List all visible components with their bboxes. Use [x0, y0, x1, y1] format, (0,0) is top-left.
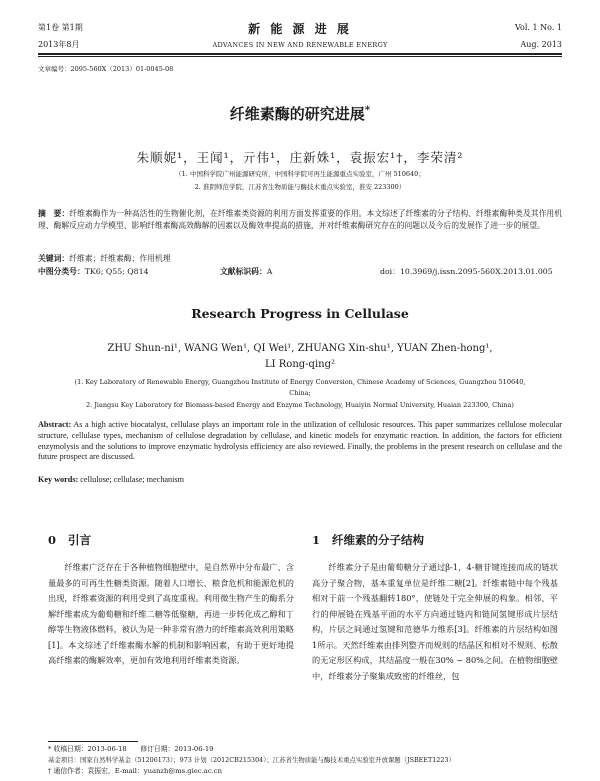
en-abstract: Abstract: As a high active biocatalyst, cellulase plays an important role in the utilization of cellulosic resources. This paper summarizes cellulose molecular structure, cellulase types, mechanism of cellulose degradation by cellulase, and kinetic models for enzymatic reaction. In addition, the factors for efficient enzymolysis and the solutions to improve enzymatic hydrolysis efficiency are also reviewed. Finally, the problems in the present research on cellulase and the future prospect are discussed.: [38, 420, 562, 462]
header-date-en: Aug. 2013: [520, 40, 562, 49]
en-affiliation-1: (1. Key Laboratory of Renewable Energy, Guangzhou Institute of Energy Conversion, Chinese Academy of Sciences, Guangzhou 510640,: [74, 378, 526, 386]
footnote-fund: 基金项目：国家自然科学基金（51206173）；973 计划（2012CB215304）；江苏省生物质能与酶技术重点实验室开放课题（JSBEET1223）: [48, 756, 455, 764]
cn-keywords: 关键词：纤维素；纤维素酶；作用机理: [38, 254, 171, 263]
en-title: Research Progress in Cellulase: [191, 306, 409, 321]
cn-title: 纤维素酶的研究进展*: [229, 104, 371, 123]
en-keywords: Key words: cellulose; cellulase; mechanism: [38, 475, 184, 484]
footnote-corresponding: † 通信作者：袁振宏，E-mail：yuanzh@ms.giec.ac.cn: [48, 767, 222, 775]
journal-title-en: ADVANCES IN NEW AND RENEWABLE ENERGY: [212, 41, 388, 49]
header-rule-thin: [38, 56, 562, 57]
section-1-text: 纤维素分子是由葡萄糖分子通过β-1，4-糖苷键连接而成的链状高分子聚合物，基本重复单位是纤维二糖[2]。纤维素链中每个残基相对于前一个残基翻转180°，使链处于完全伸展的构象。相邻、平行的伸展链在残基平面的水平方向通过链内和链间氢键形成片层结构，片层之间通过氢键和范德华力维系[3]。纤维素的片层结构如图1所示。天然纤维素由排列整齐而规则的结晶区和相对不规则、松散的无定形区构成，其结晶度一般在30% ~ 80%之间。在植物细胞壁中，纤维素分子聚集成致密的纤维丝，包: [312, 562, 558, 681]
header-volume-en: Vol. 1 No. 1: [515, 23, 562, 32]
cn-abstract: 摘 要：纤维素酶作为一种高活性的生物催化剂，在纤维素类资源的利用方面发挥重要的作用。本文综述了纤维素的分子结构、纤维素酶种类及其作用机理、酶解反应动力学模型、影响纤维素酶高效酶解的因素以及酶效率提高的措施，并对纤维素酶研究存在的问题以及今后的发展作了进一步的展望。: [38, 209, 563, 230]
header-rule: [38, 53, 562, 55]
en-authors-line1: ZHU Shun-ni¹, WANG Wen¹, QI Wei¹, ZHUANG Xin-shu¹, YUAN Zhen-hong¹,: [107, 343, 493, 354]
article-number: 文章编号：2095-560X（2013）01-0045-08: [38, 65, 174, 73]
section-0-text: 纤维素广泛存在于各种植物细胞壁中，是自然界中分布最广、含量最多的可再生性糖类资源。随着人口增长、粮食危机和能源危机的出现，纤维素资源的利用受到了高度重视。利用微生物产生的酶系分解纤维素成为葡萄糖和纤维二糖等低聚糖，再进一步转化成乙醇和丁醇等生物液体燃料，被认为是一种非常有潜力的纤维素高效利用策略[1]。本文综述了纤维素酶水解的机制和影响因素，有助于更好地提高纤维素的酶解效率，更加有效地利用纤维素类资源。: [48, 562, 294, 665]
footnote-rule: [48, 741, 138, 742]
en-affiliation-2: 2. Jiangsu Key Laboratory for Biomass-based Energy and Enzyme Technology, Huaiyin Normal University, Huaian 223300, China): [86, 401, 514, 409]
cn-doc-code: 文献标识码：A: [220, 267, 273, 276]
section-1-heading: 1 纤维素的分子结构: [312, 533, 425, 547]
cn-authors: 朱顺妮¹，王闻¹，亓伟¹，庄新姝¹，袁振宏¹†，李荣清²: [136, 150, 464, 165]
header-volume-cn: 第1卷 第1期: [38, 23, 83, 32]
header-date-cn: 2013年8月: [38, 40, 80, 49]
journal-title-cn: 新 能 源 进 展: [248, 22, 352, 36]
en-authors-line2: LI Rong-qing²: [265, 359, 335, 370]
footnote-received: * 收稿日期：2013-06-18 修订日期：2013-06-19: [48, 745, 214, 753]
cn-affiliation-2: 2. 淮阴师范学院，江苏省生物质能与酶技术重点实验室，淮安 223300）: [194, 183, 406, 191]
cn-affiliation-1: （1. 中国科学院广州能源研究所，中国科学院可再生能源重点实验室，广州 510640；: [175, 170, 425, 178]
cn-clc: 中图分类号：TK6; Q55; Q814: [38, 267, 149, 276]
en-affiliation-1b: China;: [289, 389, 311, 397]
section-0-heading: 0 引言: [48, 533, 92, 547]
doi: doi：10.3969/j.issn.2095-560X.2013.01.005: [380, 267, 553, 276]
